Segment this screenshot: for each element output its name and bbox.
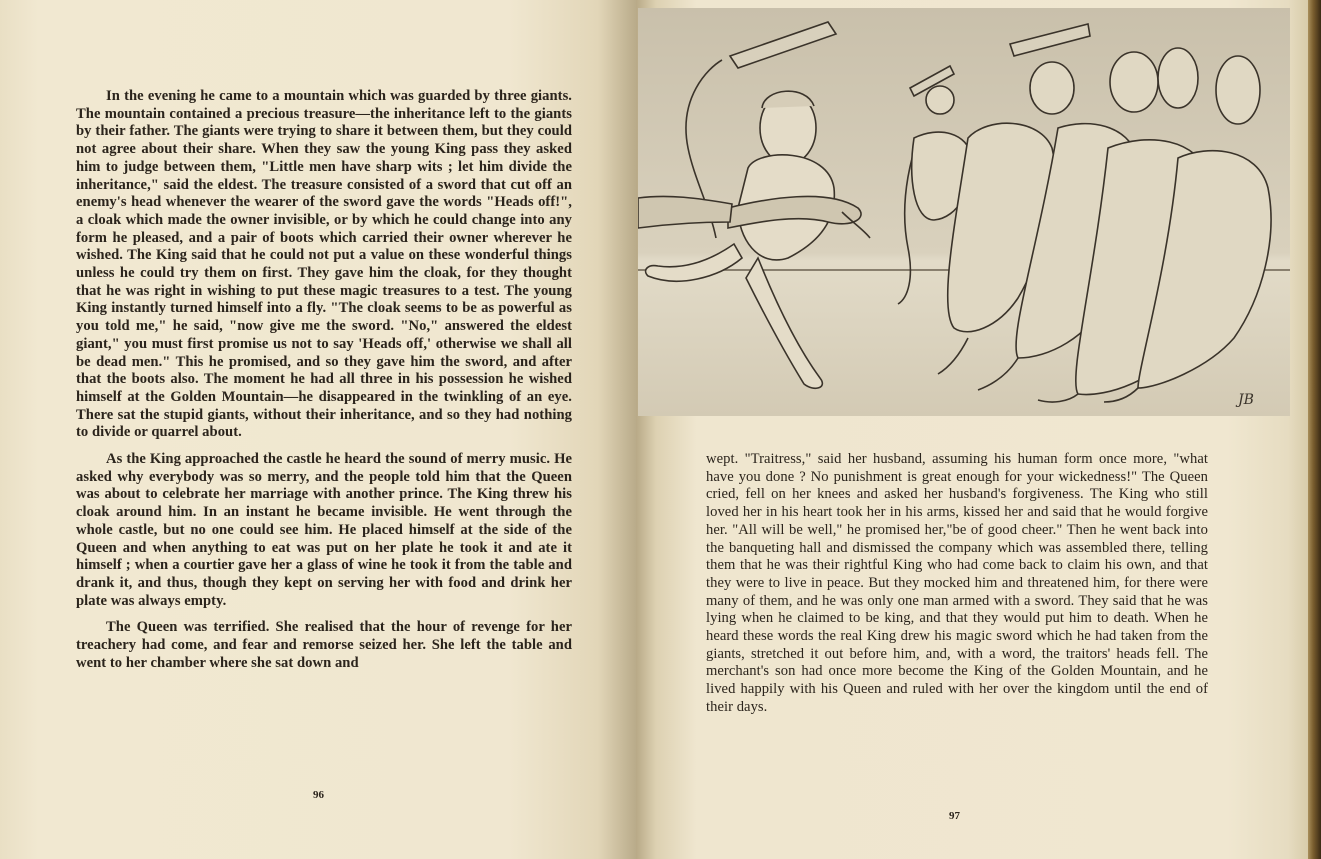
giant-head (1158, 48, 1198, 108)
right-page-text (706, 451, 1208, 726)
giant-head (1030, 62, 1074, 114)
page-number: 96 (313, 789, 324, 801)
giant-head (1110, 52, 1158, 112)
artist-signature: JB (1238, 392, 1254, 408)
book-cover-edge (1308, 0, 1321, 859)
illustration (638, 8, 1290, 416)
paragraph: In the evening he came to a mountain which was guarded by three giants. The mountain contained a precious treasure—the inheritance left to the giants by their father. The giants were trying to share it between them, but they could not agree about their share. When they saw the young King pass they asked him to judge between them, "Little men have sharp wits ; let him divide the inheritance," said the eldest. The treasure consisted of a sword that cut off an enemy's head whenever the wearer of the sword gave the words "Heads off!", a cloak which made the owner invisible, or by which he could change into any form he pleased, and a pair of boots which carried their owner wherever he wished. The King said that he could not put a value on these wonderful things unless he could try them on first. They gave him the cloak, for they thought that he was right in wishing to put these magic treasures to a test. The young King instantly turned himself into a fly. "The cloak seems to be as powerful as you told me," he said, "now give me the sword. "No," answered the eldest giant," you must first promise us not to say 'Heads off,' otherwise we shall all be dead men." This he promised, and so they gave him the sword, and after that the boots also. The moment he had all three in his possession he wished himself at the Golden Mountain—he disappeared in the twinkling of an eye. There sat the stupid giants, without their inheritance, and so they had nothing to divide or quarrel about. (76, 88, 572, 441)
left-page (0, 0, 636, 859)
paragraph: The Queen was terrified. She realised that the hour of revenge for her treachery had come, and fear and remorse seized her. She left the table and went to her chamber where she sat down and (76, 619, 572, 671)
paragraph: As the King approached the castle he heard the sound of merry music. He asked why everybody was so merry, and the people told him that the Queen was about to celebrate her marriage with another prince. The King threw his cloak around him. In an instant he became invisible. He went through the whole castle, but no one could see him. He placed himself at the side of the Queen and when anything to eat was put on her plate he took it and ate it himself ; when a courtier gave her a glass of wine he took it from the table and drank it, and thus, though they kept on serving her with food and drink her plate was always empty. (76, 451, 572, 609)
severed-head (926, 86, 954, 114)
right-page (636, 0, 1308, 859)
giant-head (1216, 56, 1260, 124)
page-number: 97 (949, 810, 960, 822)
paragraph: wept. "Traitress," said her husband, assuming his human form once more, "what have you done ? No punishment is great enough for your wickedness!" The Queen cried, fell on her knees and asked her husband's forgiveness. The King who still loved her in his heart took her in his arms, kissed her and said that he would forgive her. "All will be well," he promised her,"be of good cheer." Then he went back into the banqueting hall and dismissed the company which was assembled there, telling them that he was their rightful King who had come back to claim his own, and that they were to live in peace. But they mocked him and threatened him, for there were many of them, and he was only one man armed with a sword. They said that he was lying when he claimed to be king, and that they would put him to death. When he heard these words the real King drew his magic sword which he had taken from the giants, stretched it out before him, and, with a word, the traitors' heads fell. The merchant's son had once more become the King of the Golden Mountain, and he lived happily with his Queen and ruled with her over the kingdom until the end of their days. (706, 451, 1208, 715)
left-page-text (76, 88, 572, 682)
